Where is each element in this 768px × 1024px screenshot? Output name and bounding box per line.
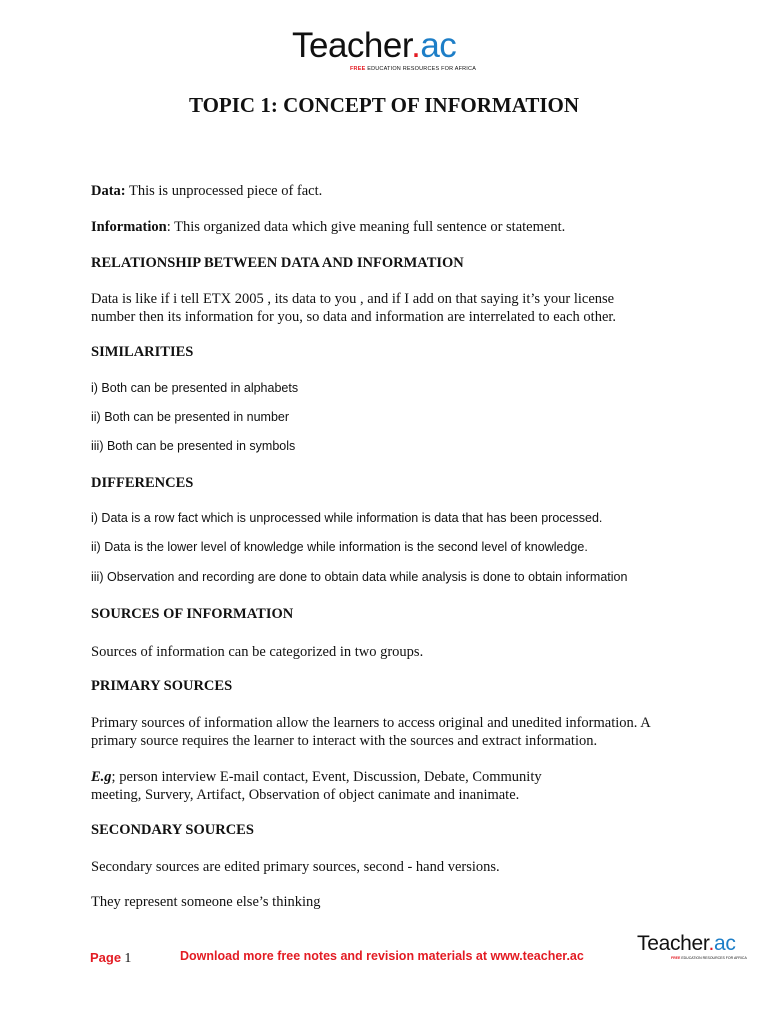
information-text: : This organized data which give meaning full sentence or statement.	[166, 219, 566, 235]
differences-heading: DIFFERENCES	[91, 475, 194, 491]
footer-logo	[637, 933, 757, 960]
similarity-item-1: i) Both can be presented in alphabets	[91, 381, 299, 395]
relationship-line-1: Data is like if i tell ETX 2005 , its data to you , and if I add on that saying it’s your license	[91, 291, 615, 307]
page-title: TOPIC 1: CONCEPT OF INFORMATION	[188, 93, 580, 117]
primary-heading: PRIMARY SOURCES	[91, 678, 233, 694]
logo-tagline	[350, 66, 492, 72]
footer-tagline-free: FREE	[671, 956, 681, 960]
example-text-1: ; person interview E-mail contact, Event, Discussion, Debate, Community	[111, 769, 542, 785]
page-number	[90, 950, 131, 967]
logo-dot: .	[411, 26, 421, 65]
footer-logo-tagline	[671, 956, 757, 960]
relationship-line-2: number then its information for you, so data and information are interrelated to each other.	[91, 309, 617, 325]
tagline-rest: EDUCATION RESOURCES FOR AFRICA	[365, 66, 477, 72]
secondary-heading: SECONDARY SOURCES	[91, 822, 254, 838]
sources-text: Sources of information can be categorized in two groups.	[91, 644, 424, 660]
download-link[interactable]: Download more free notes and revision materials at www.teacher.ac	[180, 949, 584, 963]
data-text: This is unprocessed piece of fact.	[125, 183, 323, 199]
difference-item-2: ii) Data is the lower level of knowledge while information is the second level of knowledge.	[91, 540, 588, 554]
primary-line-1: Primary sources of information allow the learners to access original and unedited information. A	[91, 715, 651, 731]
logo-ac: ac	[420, 26, 457, 65]
similarity-item-2: ii) Both can be presented in number	[91, 410, 290, 424]
footer-tagline-rest: EDUCATION RESOURCES FOR AFRICA	[680, 956, 747, 960]
logo-word: Teacher	[292, 26, 412, 65]
footer-logo-word: Teacher	[637, 932, 709, 955]
primary-line-2: primary source requires the learner to interact with the sources and extract information.	[91, 733, 598, 749]
page-number-value: 1	[124, 951, 132, 966]
footer-logo-dot: .	[708, 932, 714, 955]
primary-example-line-1	[91, 768, 542, 786]
page-label: Page	[90, 950, 122, 965]
information-label: Information	[91, 219, 167, 235]
data-definition	[91, 182, 322, 200]
example-label: E.g	[91, 769, 112, 785]
secondary-line-2: They represent someone else’s thinking	[91, 894, 321, 910]
footer-logo-ac: ac	[714, 932, 736, 955]
footer-logo-wordmark	[637, 933, 757, 954]
data-label: Data:	[91, 183, 126, 199]
similarities-heading: SIMILARITIES	[91, 344, 194, 360]
sources-heading: SOURCES OF INFORMATION	[91, 606, 294, 622]
tagline-free: FREE	[350, 66, 366, 72]
difference-item-3: iii) Observation and recording are done to obtain data while analysis is done to obtain information	[91, 570, 628, 584]
similarity-item-3: iii) Both can be presented in symbols	[91, 439, 296, 453]
logo-wordmark	[292, 28, 492, 63]
relationship-heading: RELATIONSHIP BETWEEN DATA AND INFORMATION	[91, 255, 464, 271]
teacher-ac-logo	[292, 28, 492, 72]
information-definition	[91, 218, 565, 236]
secondary-line-1: Secondary sources are edited primary sources, second - hand versions.	[91, 859, 500, 875]
primary-example-line-2: meeting, Survery, Artifact, Observation of object canimate and inanimate.	[91, 787, 520, 803]
difference-item-1: i) Data is a row fact which is unprocessed while information is data that has been processed.	[91, 511, 603, 525]
